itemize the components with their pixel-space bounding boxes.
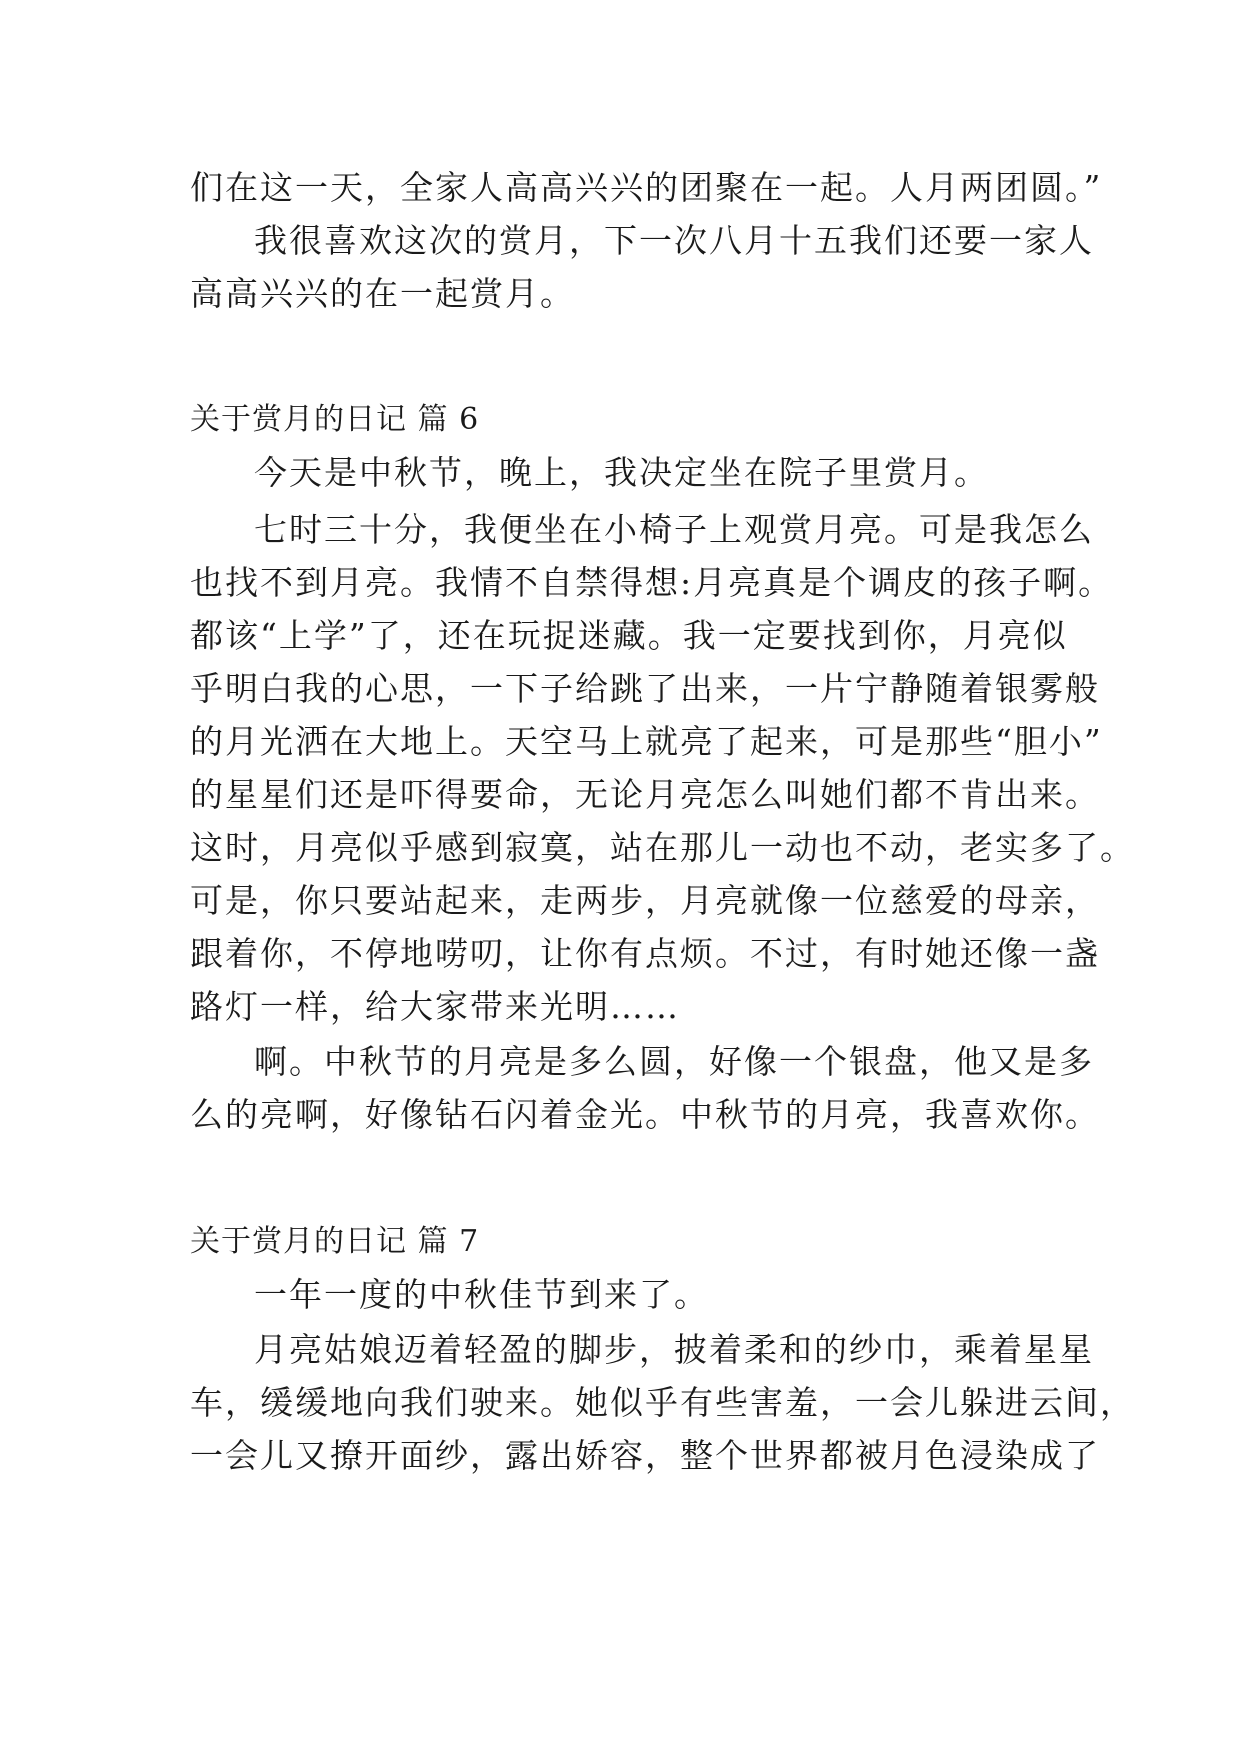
text-line: 一会儿又撩开面纱，露出娇容，整个世界都被月色浸染成了 [190,1436,1100,1475]
paragraph-start: 七时三十分，我便坐在小椅子上观赏月亮。可是我怎么 [254,510,1094,549]
text-line: 么的亮啊，好像钻石闪着金光。中秋节的月亮，我喜欢你。 [190,1095,1100,1134]
text-line: 乎明白我的心思，一下子给跳了出来，一片宁静随着银雾般 [190,669,1100,708]
text-line: 也找不到月亮。我情不自禁得想:月亮真是个调皮的孩子啊。 [190,563,1114,602]
section-heading: 关于赏月的日记 篇 6 [190,402,480,437]
text-line: 高高兴兴的在一起赏月。 [190,274,575,313]
text-line: 都该“上学”了，还在玩捉迷藏。我一定要找到你，月亮似 [190,616,1068,655]
text-line: 的月光洒在大地上。天空马上就亮了起来，可是那些“胆小” [190,722,1103,761]
section-heading: 关于赏月的日记 篇 7 [190,1224,480,1259]
paragraph-start: 今天是中秋节，晚上，我决定坐在院子里赏月。 [254,453,989,492]
text-line: 车，缓缓地向我们驶来。她似乎有些害羞，一会儿躲进云间， [190,1383,1135,1422]
paragraph-start: 啊。中秋节的月亮是多么圆，好像一个银盘，他又是多 [254,1042,1094,1081]
paragraph-start: 我很喜欢这次的赏月，下一次八月十五我们还要一家人 [254,221,1094,260]
paragraph-start: 月亮姑娘迈着轻盈的脚步，披着柔和的纱巾，乘着星星 [254,1330,1094,1369]
text-line: 们在这一天，全家人高高兴兴的团聚在一起。人月两团圆。” [190,168,1103,207]
text-line: 这时，月亮似乎感到寂寞，站在那儿一动也不动，老实多了。 [190,828,1135,867]
text-line: 路灯一样，给大家带来光明…… [190,987,680,1026]
text-line: 可是，你只要站起来，走两步，月亮就像一位慈爱的母亲， [190,881,1100,920]
paragraph-start: 一年一度的中秋佳节到来了。 [254,1275,709,1314]
text-line: 跟着你，不停地唠叨，让你有点烦。不过，有时她还像一盏 [190,934,1100,973]
text-line: 的星星们还是吓得要命，无论月亮怎么叫她们都不肯出来。 [190,775,1100,814]
